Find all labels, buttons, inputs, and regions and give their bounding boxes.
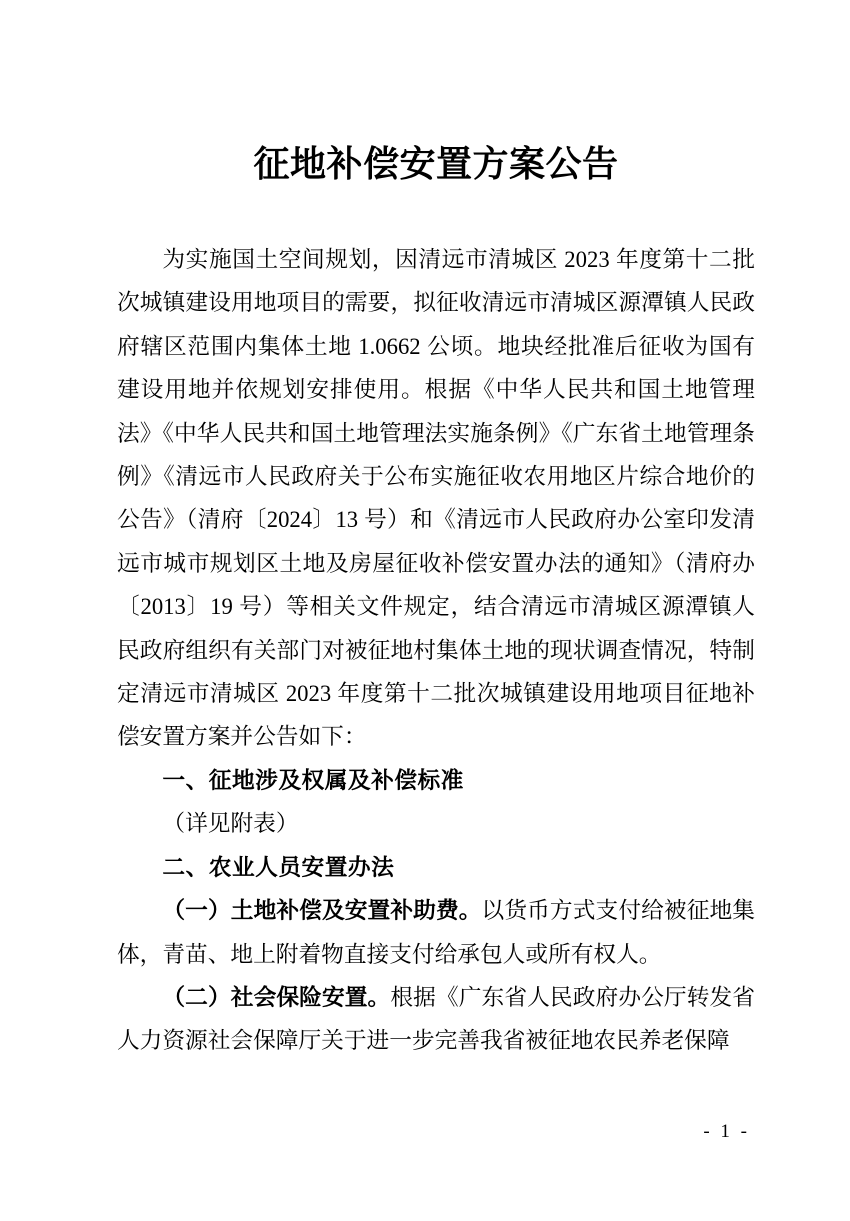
paragraph-intro bbox=[117, 238, 755, 759]
paragraph-lead: （二）社会保险安置。 bbox=[162, 983, 391, 1010]
document-body bbox=[117, 238, 755, 1063]
section-heading-1 bbox=[117, 759, 755, 802]
paragraph-text: 为实施国土空间规划，因清远市清城区 2023 年度第十二批次城镇建设用地项目的需要，拟征收清远市清城区源潭镇人民政府辖区范围内集体土地 1.0662 公顷。地块经批准后征收为国有建设用地并依规划安排使用。根据《中华人民共和国土地管理法》《中华人民共和国土地管理法实施条例》《广东省土地管理条例》《清远市人民政府关于公布实施征收农用地区片综合地价的公告》（清府〔2024〕13 号）和《清远市人民政府办公室印发清远市城市规划区土地及房屋征收补偿安置办法的通知》（清府办〔2013〕19 号）等相关文件规定，结合清远市清城区源潭镇人民政府组织有关部门对被征地村集体土地的现状调查情况，特制定清远市清城区 2023 年度第十二批次城镇建设用地项目征地补偿安置方案并公告如下： bbox=[117, 247, 755, 750]
section-heading-text: 二、农业人员安置办法 bbox=[162, 853, 395, 880]
paragraph-see-attachment bbox=[117, 802, 755, 845]
paragraph-item-2 bbox=[117, 976, 755, 1063]
document-title: 征地补偿安置方案公告 bbox=[253, 144, 619, 184]
section-heading-2 bbox=[117, 846, 755, 889]
paragraph-text: 以货币方式支付给被征地集体，青苗、地上附着物直接支付给承包人或所有权人。 bbox=[117, 898, 755, 967]
page-number: - 1 - bbox=[703, 1121, 750, 1142]
paragraph-text: （详见附表） bbox=[162, 811, 299, 837]
section-heading-text: 一、征地涉及权属及补偿标准 bbox=[162, 766, 464, 793]
paragraph-item-1 bbox=[117, 889, 755, 976]
paragraph-lead: （一）土地补偿及安置补助费。 bbox=[162, 897, 482, 924]
paragraph-text: 根据《广东省人民政府办公厅转发省人力资源社会保障厅关于进一步完善我省被征地农民养老保障 bbox=[117, 984, 755, 1054]
